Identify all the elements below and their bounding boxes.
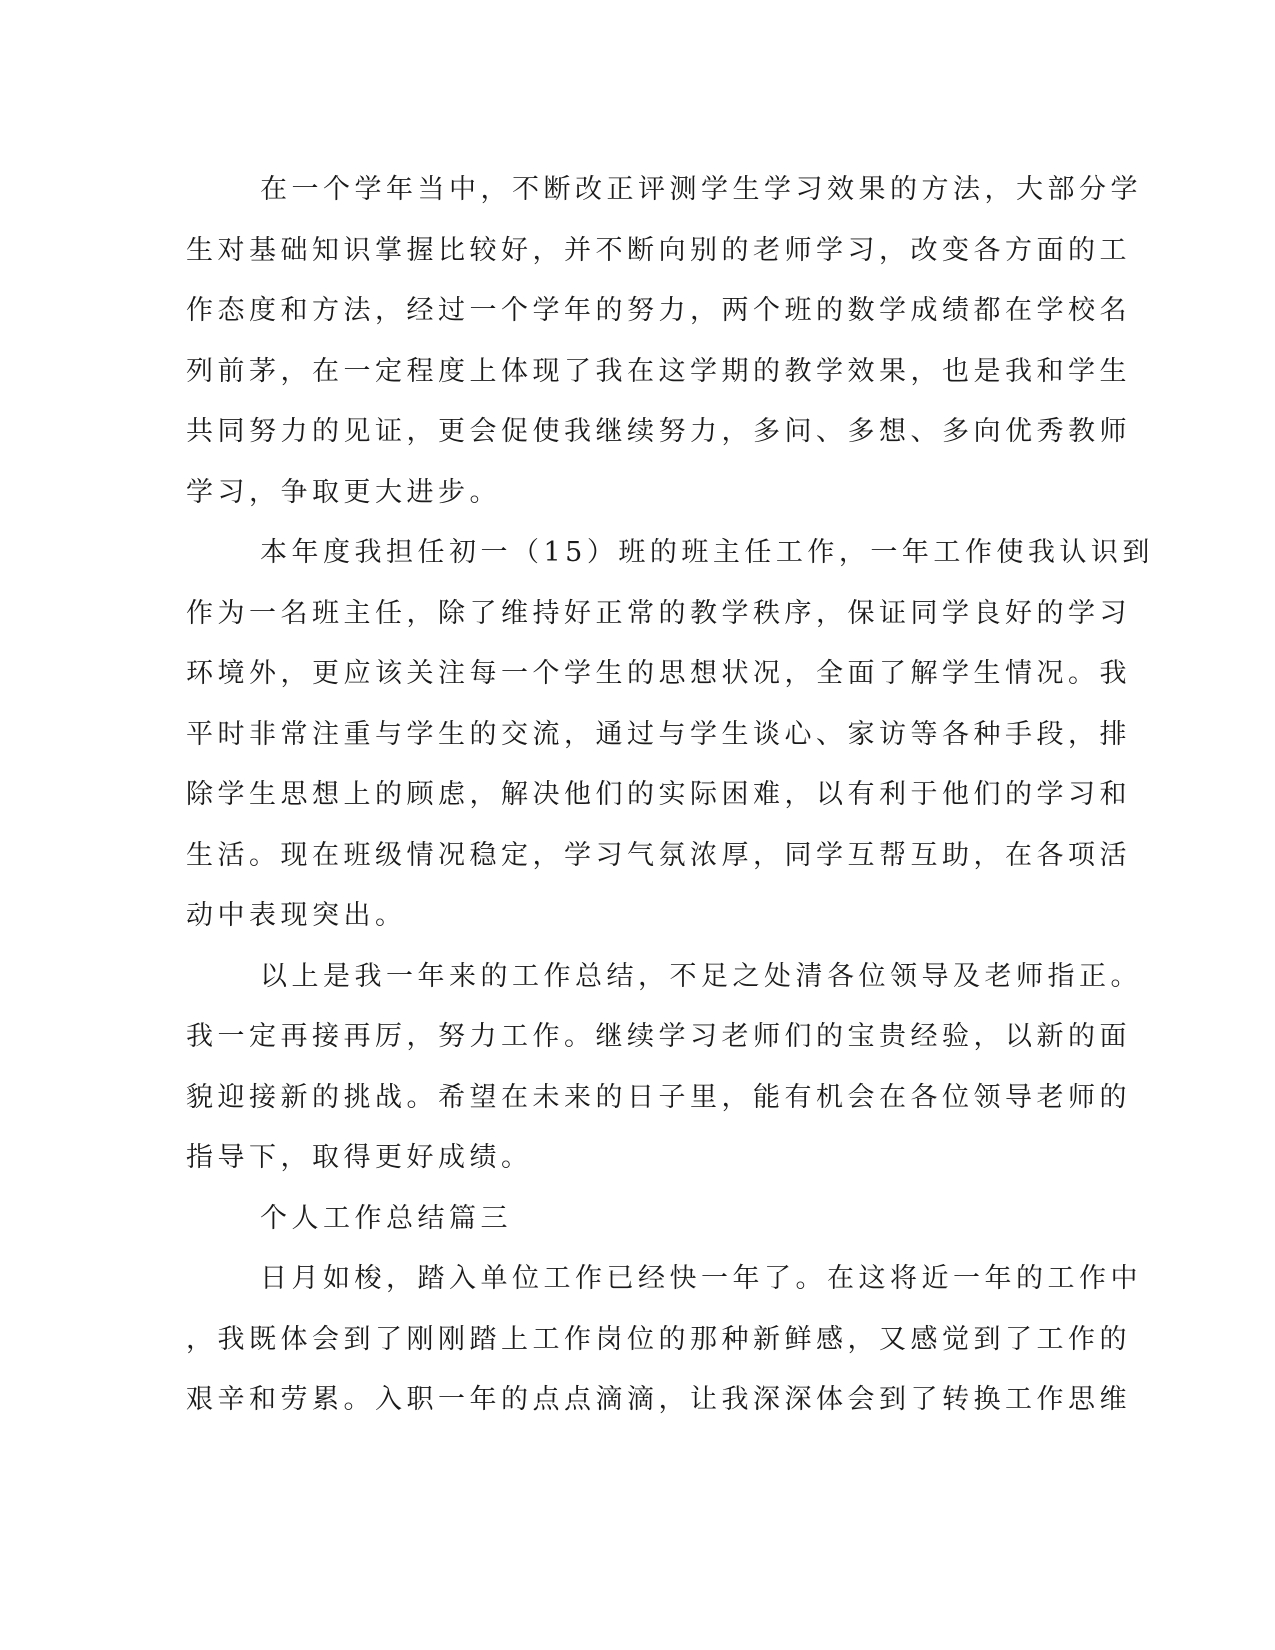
text-line: 除学生思想上的顾虑，解决他们的实际困难，以有利于他们的学习和 [186,779,1131,810]
document-body [186,160,1154,1431]
text-line: 生活。现在班级情况稳定，学习气氛浓厚，同学互帮互助，在各项活 [186,839,1131,871]
text-line: 艰辛和劳累。入职一年的点点滴滴，让我深深体会到了转换工作思维 [186,1384,1131,1415]
text-line: 以上是我一年来的工作总结，不足之处清各位领导及老师指正。 [260,960,1142,992]
text-line: 共同努力的见证，更会促使我继续努力，多问、多想、多向优秀教师 [186,416,1131,447]
text-line: 日月如梭，踏入单位工作已经快一年了。在这将近一年的工作中 [260,1263,1142,1294]
paragraph-conclusion [186,947,1142,1189]
text-line: 指导下，取得更好成绩。 [186,1142,533,1173]
text-line: 列前茅，在一定程度上体现了我在这学期的教学效果，也是我和学生 [186,355,1131,387]
text-line: ，我既体会到了刚刚踏上工作岗位的那种新鲜感，又感觉到了工作的 [186,1323,1131,1355]
text-line: 生对基础知识掌握比较好，并不断向别的老师学习，改变各方面的工 [186,234,1131,266]
text-line: 貌迎接新的挑战。希望在未来的日子里，能有机会在各位领导老师的 [186,1081,1131,1113]
text-line: 本年度我担任初一（15）班的班主任工作，一年工作使我认识到 [260,537,1154,568]
paragraph-teaching-results [186,160,1142,523]
text-line: 作为一名班主任，除了维持好正常的教学秩序，保证同学良好的学习 [186,597,1131,629]
text-line: 平时非常注重与学生的交流，通过与学生谈心、家访等各种手段，排 [186,718,1131,750]
text-line: 学习，争取更大进步。 [186,476,501,508]
paragraph-class-teacher [186,523,1154,947]
text-line: 我一定再接再厉，努力工作。继续学习老师们的宝贵经验，以新的面 [186,1021,1131,1052]
section-heading [186,1189,1066,1250]
text-line: 作态度和方法，经过一个学年的努力，两个班的数学成绩都在学校名 [186,295,1131,326]
text-line: 在一个学年当中，不断改正评测学生学习效果的方法，大部分学 [260,174,1142,205]
text-line: 环境外，更应该关注每一个学生的思想状况，全面了解学生情况。我 [186,658,1131,689]
heading-text: 个人工作总结篇三 [260,1202,512,1234]
text-line: 动中表现突出。 [186,900,407,931]
paragraph-first-year [186,1249,1142,1431]
